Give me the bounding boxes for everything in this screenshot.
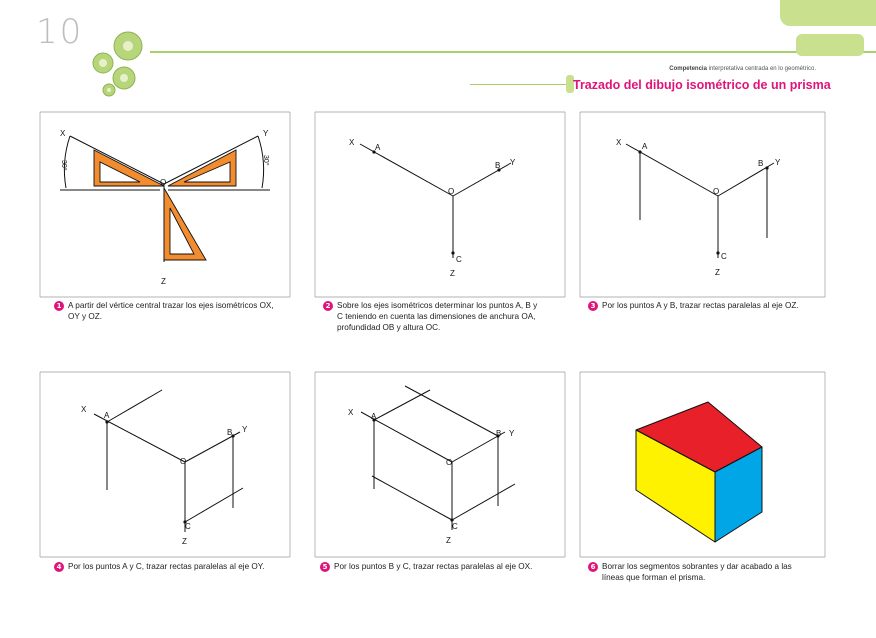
- panel-2-diagram: [315, 112, 565, 297]
- step-5-number: 5: [320, 562, 330, 572]
- point-b-label: B: [496, 429, 502, 438]
- point-a-label: A: [375, 143, 381, 152]
- step-1-text: A partir del vértice central trazar los ejes isométricos OX, OY y OZ.: [68, 301, 274, 321]
- point-b-label: B: [495, 161, 501, 170]
- point-a-label: A: [104, 411, 110, 420]
- step-4-text: Por los puntos A y C, trazar rectas paralelas al eje OY.: [68, 562, 265, 571]
- competence-text: interpretativa centrada en lo geométrico.: [708, 66, 816, 72]
- angle-left-label: 30°: [60, 160, 67, 171]
- origin-label: O: [160, 178, 167, 187]
- step-5-text: Por los puntos B y C, trazar rectas paralelas al eje OX.: [334, 562, 533, 571]
- gears-icon: [86, 26, 158, 98]
- axis-x-label: X: [348, 408, 354, 417]
- axis-y-label: Y: [775, 158, 781, 167]
- point-c-label: C: [452, 522, 458, 531]
- point-c-label: C: [721, 252, 727, 261]
- step-2-number: 2: [323, 301, 333, 311]
- origin-label: O: [180, 457, 187, 466]
- header-rule: [150, 51, 876, 53]
- step-6-text: Borrar los segmentos sobrantes y dar acabado a las líneas que forman el prisma.: [602, 562, 792, 582]
- axis-z-label: Z: [182, 537, 187, 546]
- axis-x-label: X: [81, 405, 87, 414]
- point-b-label: B: [227, 428, 233, 437]
- point-a-label: A: [371, 412, 377, 421]
- origin-label: O: [713, 187, 720, 196]
- axis-x-label: X: [616, 138, 622, 147]
- point-c-label: C: [456, 255, 462, 264]
- angle-right-label: 30°: [262, 155, 269, 166]
- corner-tab: [780, 0, 876, 26]
- competence-note: [669, 66, 816, 72]
- axis-y-label: Y: [263, 129, 269, 138]
- axis-z-label: Z: [715, 268, 720, 277]
- point-a-label: A: [642, 142, 648, 151]
- origin-label: O: [446, 458, 453, 467]
- step-6-number: 6: [588, 562, 598, 572]
- panel-4-diagram: [40, 372, 290, 557]
- axis-z-label: Z: [446, 536, 451, 545]
- origin-label: O: [448, 187, 455, 196]
- panel-3-diagram: [580, 112, 825, 297]
- panel-6-diagram: [580, 372, 825, 557]
- point-b-label: B: [758, 159, 764, 168]
- axis-y-label: Y: [510, 158, 516, 167]
- axis-x-label: X: [349, 138, 355, 147]
- step-3-text: Por los puntos A y B, trazar rectas paralelas al eje OZ.: [602, 301, 799, 310]
- page-title: Trazado del dibujo isométrico de un prisma: [573, 78, 831, 92]
- axis-y-label: Y: [242, 425, 248, 434]
- title-rule: [470, 84, 570, 85]
- panel-5-diagram: [315, 372, 565, 557]
- step-1-number: 1: [54, 301, 64, 311]
- panel-1-diagram: [40, 112, 290, 297]
- step-3-number: 3: [588, 301, 598, 311]
- corner-tab-small: [796, 34, 864, 56]
- point-c-label: C: [185, 522, 191, 531]
- competence-label: Competencia: [669, 66, 707, 72]
- page-number: 10: [36, 12, 84, 52]
- axis-y-label: Y: [509, 429, 515, 438]
- axis-x-label: X: [60, 129, 66, 138]
- step-4-number: 4: [54, 562, 64, 572]
- step-2-text: Sobre los ejes isométricos determinar los puntos A, B y C teniendo en cuenta las dimensiones de anchura OA, profundidad OB y altura OC.: [337, 301, 538, 332]
- axis-z-label: Z: [450, 269, 455, 278]
- axis-z-label: Z: [161, 277, 166, 286]
